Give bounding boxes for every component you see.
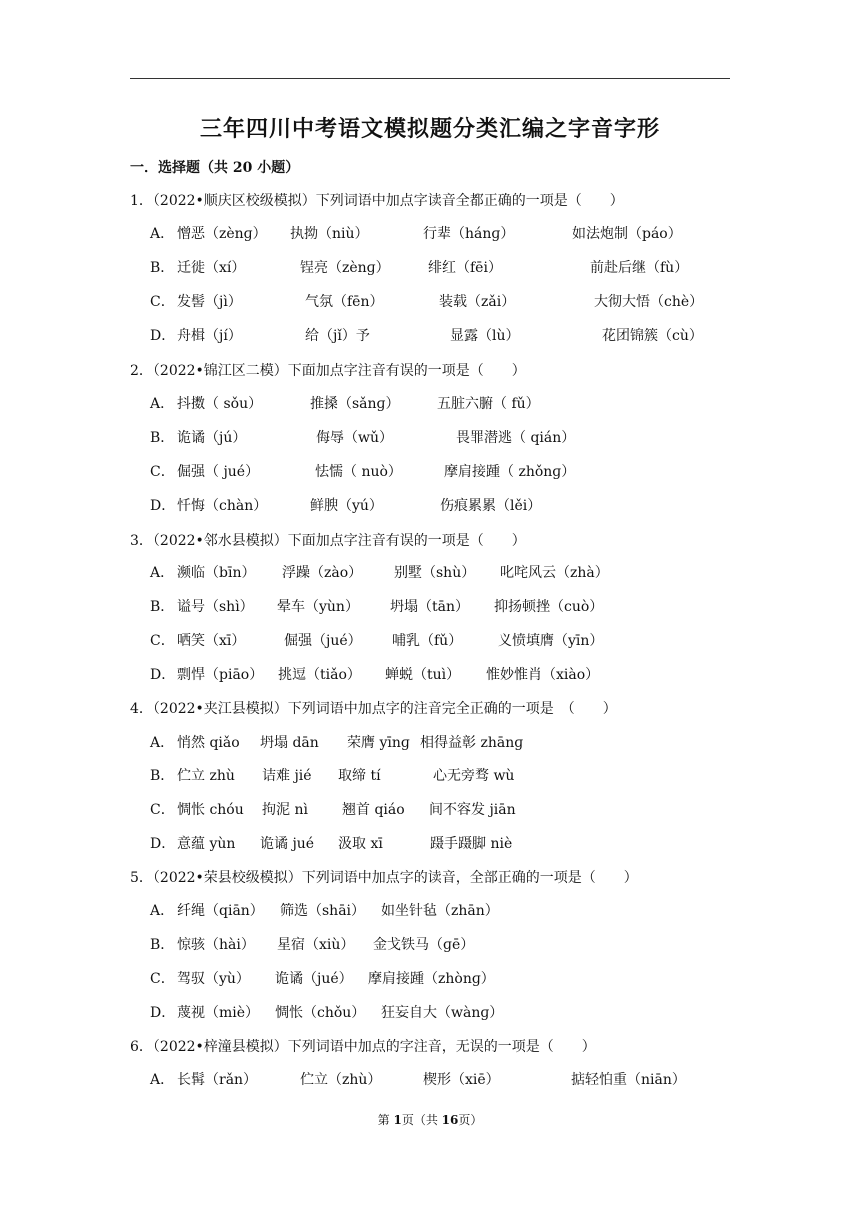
option-label: A． xyxy=(150,396,175,412)
option-item: 憎恶（zènɡ） xyxy=(177,226,267,242)
option-item: 伫立 zhù xyxy=(177,768,235,784)
option-label: C． xyxy=(150,802,175,818)
option-label: A． xyxy=(150,1072,175,1088)
question-stem: 1．（2022•顺庆区校级模拟）下列词语中加点字读音全都正确的一项是（ ） xyxy=(130,193,624,209)
option-item: 惆怅（chǒu） xyxy=(275,1005,366,1021)
option-item: 惟妙惟肖（xiào） xyxy=(486,667,600,683)
option-item: 锃亮（zènɡ） xyxy=(300,260,390,276)
question-stem: 5．（2022•荣县校级模拟）下列词语中加点字的读音，全部正确的一项是（ ） xyxy=(130,870,638,886)
option-item: 花团锦簇（cù） xyxy=(602,328,703,344)
option-item: 相得益彰 zhānɡ xyxy=(420,735,524,751)
option-item: 显露（lù） xyxy=(450,328,520,344)
option-item: 诡谲 jué xyxy=(260,836,315,852)
option-item: 坍塌（tān） xyxy=(390,599,469,615)
page-footer xyxy=(0,1111,860,1128)
option-label: C． xyxy=(150,464,175,480)
option-label: D． xyxy=(150,667,176,683)
option-item: 长髯（rǎn） xyxy=(177,1072,258,1088)
option-item: 间不容发 jiān xyxy=(429,802,516,818)
option-label: B． xyxy=(150,430,175,446)
footer-suffix: 页） xyxy=(458,1113,483,1127)
option-item: 金戈铁马（ɡē） xyxy=(373,937,475,953)
page-title: 三年四川中考语文模拟题分类汇编之字音字形 xyxy=(199,117,660,142)
option-label: A． xyxy=(150,565,175,581)
option-item: 别墅（shù） xyxy=(394,565,476,581)
option-item: 剽悍（piāo） xyxy=(177,667,264,683)
option-item: 纤绳（qiān） xyxy=(177,903,264,919)
footer-prefix: 第 xyxy=(377,1113,394,1127)
header-rule xyxy=(130,78,730,79)
question-stem: 4．（2022•夹江县模拟）下列词语中加点字的注音完全正确的一项是 （ ） xyxy=(130,701,617,717)
option-item: 侮辱（wǔ） xyxy=(316,430,393,446)
option-item: 心无旁骛 wù xyxy=(433,768,515,784)
option-item: 狂妄自大（wànɡ） xyxy=(381,1005,504,1021)
section-heading: 一．选择题（共 20 小题） xyxy=(130,160,300,176)
option-item: 倔强（jué） xyxy=(284,633,362,649)
option-item: 谥号（shì） xyxy=(177,599,254,615)
option-item: 汲取 xī xyxy=(338,836,383,852)
footer-middle: 页（共 xyxy=(401,1113,442,1127)
option-item: 抑扬顿挫（cuò） xyxy=(494,599,604,615)
option-item: 畏罪潜逃（ qián） xyxy=(456,430,576,446)
option-item: 哺乳（fǔ） xyxy=(392,633,463,649)
option-item: 五脏六腑（ fǔ） xyxy=(437,396,540,412)
option-item: 推搡（sǎnɡ） xyxy=(310,396,400,412)
option-item: 取缔 tí xyxy=(338,768,381,784)
option-item: 怯懦（ nuò） xyxy=(315,464,402,480)
footer-page-number: 1 xyxy=(393,1113,402,1127)
option-item: 晕车（yùn） xyxy=(277,599,359,615)
option-item: 舟楫（jí） xyxy=(177,328,242,344)
option-item: 摩肩接踵（zhònɡ） xyxy=(368,971,495,987)
option-item: 大彻大悟（chè） xyxy=(594,294,704,310)
option-item: 鲜腴（yú） xyxy=(310,498,383,514)
option-item: 诡谲（jú） xyxy=(177,430,247,446)
option-item: 蹑手蹑脚 niè xyxy=(430,836,513,852)
option-item: 意蕴 yùn xyxy=(177,836,236,852)
option-label: C． xyxy=(150,633,175,649)
option-item: 伤痕累累（lěi） xyxy=(440,498,542,514)
option-label: B． xyxy=(150,937,175,953)
option-item: 义愤填膺（yīn） xyxy=(498,633,604,649)
option-item: 气氛（fēn） xyxy=(305,294,384,310)
option-item: 拘泥 nì xyxy=(262,802,308,818)
option-item: 驾驭（yù） xyxy=(177,971,250,987)
option-item: 发髻（jì） xyxy=(177,294,242,310)
option-item: 蔑视（miè） xyxy=(177,1005,260,1021)
option-label: D． xyxy=(150,1005,176,1021)
option-item: 诘难 jié xyxy=(262,768,312,784)
option-item: 浮躁（zào） xyxy=(282,565,363,581)
option-item: 惊骇（hài） xyxy=(177,937,255,953)
option-item: 摩肩接踵（ zhǒnɡ） xyxy=(444,464,576,480)
option-label: C． xyxy=(150,971,175,987)
option-label: D． xyxy=(150,498,176,514)
option-item: 挑逗（tiǎo） xyxy=(278,667,361,683)
question-stem: 6．（2022•梓潼县模拟）下列词语中加点的字注音，无误的一项是（ ） xyxy=(130,1039,596,1055)
option-item: 行辈（hánɡ） xyxy=(423,226,515,242)
option-item: 迁徙（xí） xyxy=(177,260,246,276)
option-label: A． xyxy=(150,226,175,242)
option-item: 如坐针毡（zhān） xyxy=(381,903,499,919)
option-label: D． xyxy=(150,328,176,344)
option-label: C． xyxy=(150,294,175,310)
option-item: 濒临（bīn） xyxy=(177,565,256,581)
option-item: 伫立（zhù） xyxy=(300,1072,382,1088)
option-item: 如法炮制（páo） xyxy=(572,226,682,242)
option-item: 蝉蜕（tuì） xyxy=(385,667,461,683)
option-label: B． xyxy=(150,260,175,276)
option-item: 悄然 qiǎo xyxy=(177,735,240,751)
option-item: 绯红（fēi） xyxy=(428,260,502,276)
option-item: 抖擞（ sǒu） xyxy=(177,396,263,412)
question-stem: 3．（2022•邻水县模拟）下面加点字注音有误的一项是（ ） xyxy=(130,533,526,549)
option-label: A． xyxy=(150,735,175,751)
option-label: D． xyxy=(150,836,176,852)
option-item: 叱咤风云（zhà） xyxy=(500,565,609,581)
option-item: 惆怅 chóu xyxy=(177,802,244,818)
option-item: 倔强（ jué） xyxy=(177,464,260,480)
option-item: 装载（zǎi） xyxy=(439,294,516,310)
option-item: 星宿（xiù） xyxy=(277,937,355,953)
option-item: 坍塌 dān xyxy=(260,735,319,751)
option-label: B． xyxy=(150,599,175,615)
option-item: 给（jǐ）予 xyxy=(305,328,370,344)
option-item: 忏悔（chàn） xyxy=(177,498,268,514)
option-item: 筛选（shāi） xyxy=(280,903,366,919)
option-item: 翘首 qiáo xyxy=(342,802,405,818)
option-label: B． xyxy=(150,768,175,784)
option-item: 哂笑（xī） xyxy=(177,633,246,649)
footer-page-total: 16 xyxy=(441,1113,459,1127)
option-item: 楔形（xiē） xyxy=(423,1072,500,1088)
question-stem: 2．（2022•锦江区二模）下面加点字注音有误的一项是（ ） xyxy=(130,363,526,379)
option-item: 诡谲（jué） xyxy=(275,971,353,987)
option-item: 掂轻怕重（niān） xyxy=(571,1072,686,1088)
option-label: A． xyxy=(150,903,175,919)
option-item: 执拗（niù） xyxy=(290,226,369,242)
option-item: 荣膺 yīnɡ xyxy=(347,735,410,751)
option-item: 前赴后继（fù） xyxy=(590,260,689,276)
